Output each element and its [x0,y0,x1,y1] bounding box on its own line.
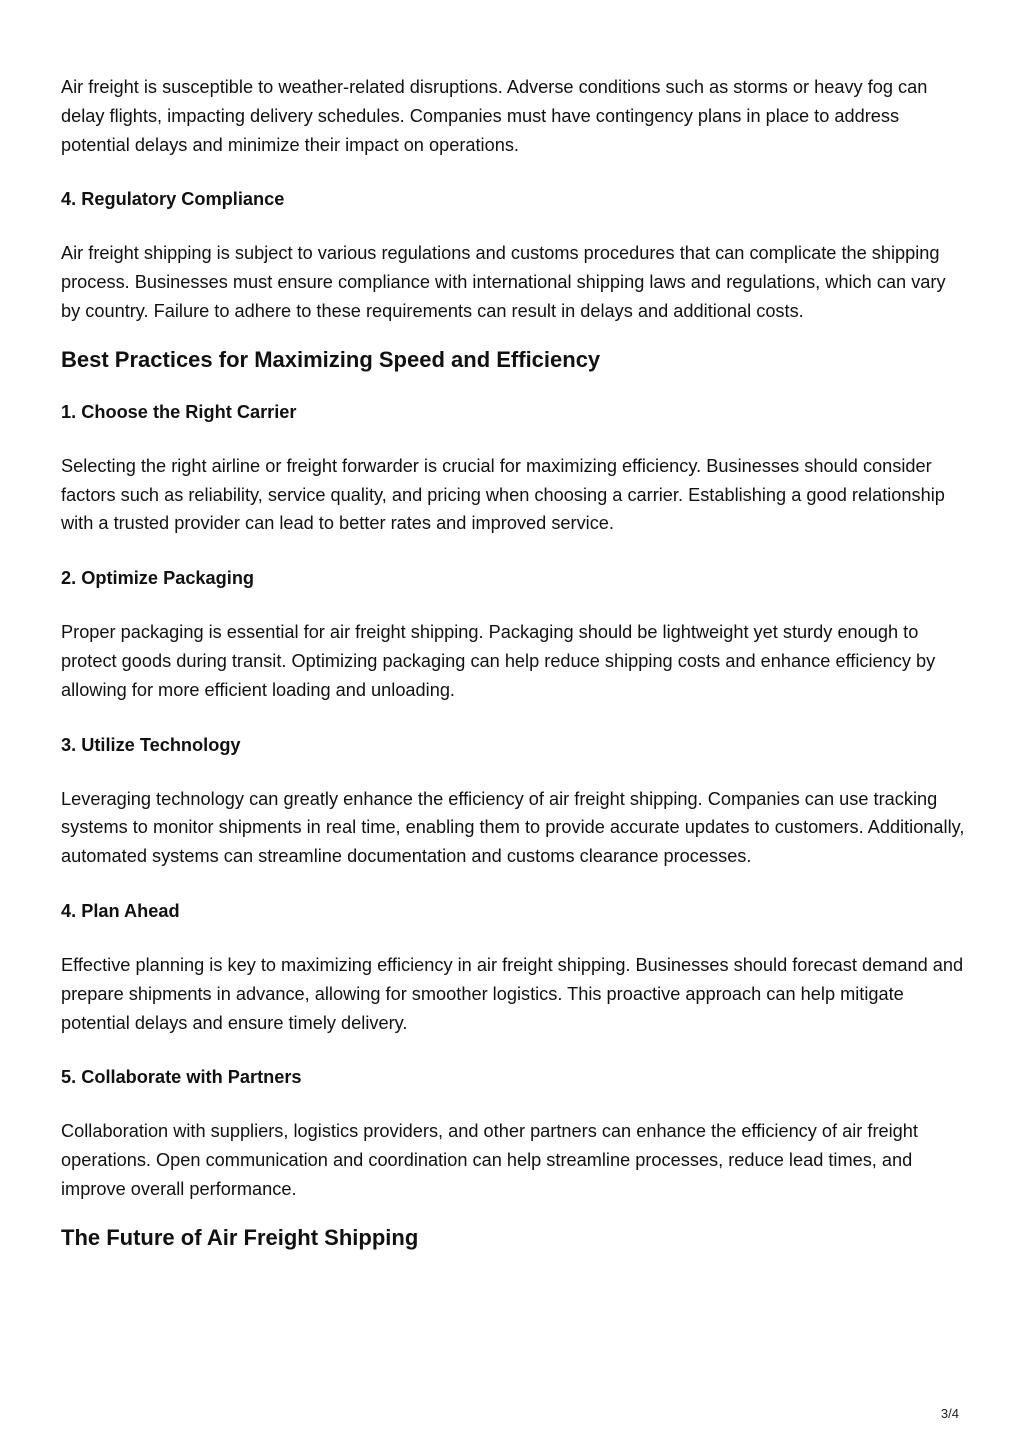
utilize-technology-paragraph: Leveraging technology can greatly enhance the efficiency of air freight shipping. Companies can use tracking systems to monitor shipments in real time, enabling them to provide accurate updates to customers. Additionally, automated systems can streamline documentation and customs clearance processes. [61,788,965,867]
optimize-packaging-heading: 2. Optimize Packaging [61,568,255,589]
regulatory-compliance-paragraph: Air freight shipping is subject to various regulations and customs procedures that can complicate the shipping process. Businesses must ensure compliance with international shipping laws and regulations, which can vary by country. Failure to adhere to these requirements can result in delays and additional costs. [61,243,946,321]
document-page [61,70,966,1252]
plan-ahead-heading: 4. Plan Ahead [61,900,180,921]
future-heading: The Future of Air Freight Shipping [61,1224,419,1250]
choose-carrier-heading: 1. Choose the Right Carrier [61,401,297,422]
choose-carrier-paragraph: Selecting the right airline or freight forwarder is crucial for maximizing efficiency. Businesses should consider factors such as reliability, service quality, and pricing when choosing a carrier. Establishing a good relationship with a trusted provider can lead to better rates and improved service. [61,455,945,534]
plan-ahead-paragraph: Effective planning is key to maximizing efficiency in air freight shipping. Businesses should forecast demand and prepare shipments in advance, allowing for smoother logistics. This proactive approach can help mitigate potential delays and ensure timely delivery. [61,954,964,1033]
page-number: 3/4 [940,1406,959,1421]
optimize-packaging-paragraph: Proper packaging is essential for air freight shipping. Packaging should be lightweight yet sturdy enough to protect goods during transit. Optimizing packaging can help reduce shipping costs and enhance efficiency by allowing for more efficient loading and unloading. [61,622,936,700]
regulatory-compliance-heading: 4. Regulatory Compliance [61,189,285,210]
collaborate-partners-heading: 5. Collaborate with Partners [61,1067,302,1088]
collaborate-partners-paragraph: Collaboration with suppliers, logistics providers, and other partners can enhance the efficiency of air freight operations. Open communication and coordination can help streamline processes, reduce lead times, and improve overall performance. [61,1121,918,1199]
utilize-technology-heading: 3. Utilize Technology [61,734,241,755]
best-practices-heading: Best Practices for Maximizing Speed and Efficiency [61,346,601,372]
weather-paragraph: Air freight is susceptible to weather-related disruptions. Adverse conditions such as storms or heavy fog can delay flights, impacting delivery schedules. Companies must have contingency plans in place to address potential delays and minimize their impact on operations. [61,77,928,155]
